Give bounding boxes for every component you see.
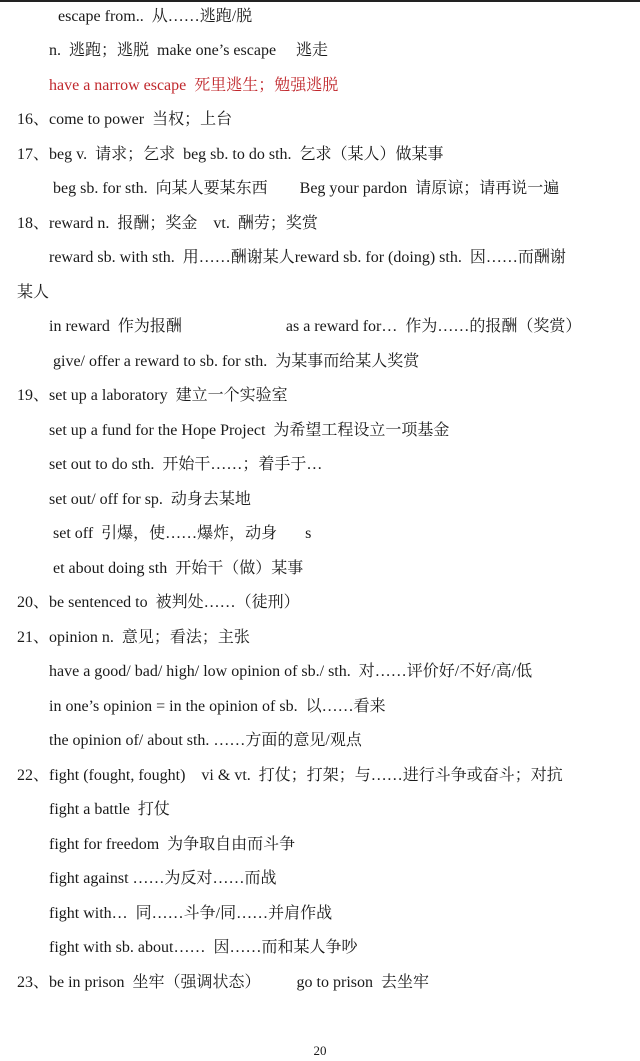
vocab-line: give/ offer a reward to sb. for sth. 为某事而给某人奖赏 — [53, 353, 420, 370]
page-number: 20 — [313, 1043, 327, 1058]
vocab-line: in reward 作为报酬 as a reward for… 作为……的报酬（奖赏） — [49, 318, 582, 335]
vocab-line: 某人 — [17, 284, 50, 301]
vocab-line: set up a fund for the Hope Project 为希望工程设立一项基金 — [49, 422, 450, 439]
vocab-line: 16、come to power 当权；上台 — [17, 111, 233, 128]
vocab-line: n. 逃跑；逃脱 make one’s escape 逃走 — [49, 42, 329, 59]
vocab-line: fight with… 同……斗争/同……并肩作战 — [49, 905, 333, 922]
top-border — [0, 0, 640, 2]
vocab-line: 19、set up a laboratory 建立一个实验室 — [17, 387, 288, 404]
vocab-line: 20、be sentenced to 被判处……（徒刑） — [17, 594, 300, 611]
vocab-line: reward sb. with sth. 用……酬谢某人reward sb. for (doing) sth. 因……而酬谢 — [49, 249, 566, 266]
vocab-line: fight with sb. about…… 因……而和某人争吵 — [49, 939, 358, 956]
vocab-line: set out to do sth. 开始干……；着手于… — [49, 456, 323, 473]
vocab-line: beg sb. for sth. 向某人要某东西 Beg your pardon 请原谅；请再说一遍 — [53, 180, 560, 197]
vocab-line: fight against ……为反对……而战 — [49, 870, 277, 887]
vocab-line: fight for freedom 为争取自由而斗争 — [49, 836, 296, 853]
vocab-line: set off 引爆，使……爆炸，动身 s — [53, 525, 312, 542]
vocab-line: et about doing sth 开始干（做）某事 — [53, 560, 304, 577]
vocab-line: escape from.. 从……逃跑/脱 — [58, 8, 253, 25]
vocab-line: fight a battle 打仗 — [49, 801, 170, 818]
vocab-line: have a good/ bad/ high/ low opinion of sb./ sth. 对……评价好/不好/高/低 — [49, 663, 533, 680]
vocab-line: 23、be in prison 坐牢（强调状态） go to prison 去坐牢 — [17, 974, 429, 991]
vocab-line: in one’s opinion = in the opinion of sb. 以……看来 — [49, 698, 386, 715]
highlighted-phrase-line: have a narrow escape 死里逃生；勉强逃脱 — [49, 77, 339, 94]
vocab-line: set out/ off for sp. 动身去某地 — [49, 491, 251, 508]
vocab-line: 17、beg v. 请求；乞求 beg sb. to do sth. 乞求（某人）做某事 — [17, 146, 444, 163]
vocab-line: 22、fight (fought, fought) vi & vt. 打仗；打架；与……进行斗争或奋斗；对抗 — [17, 767, 563, 784]
vocab-line: 18、reward n. 报酬；奖金 vt. 酬劳；奖赏 — [17, 215, 318, 232]
vocab-line: the opinion of/ about sth. ……方面的意见/观点 — [49, 732, 362, 749]
vocab-line: 21、opinion n. 意见；看法；主张 — [17, 629, 250, 646]
